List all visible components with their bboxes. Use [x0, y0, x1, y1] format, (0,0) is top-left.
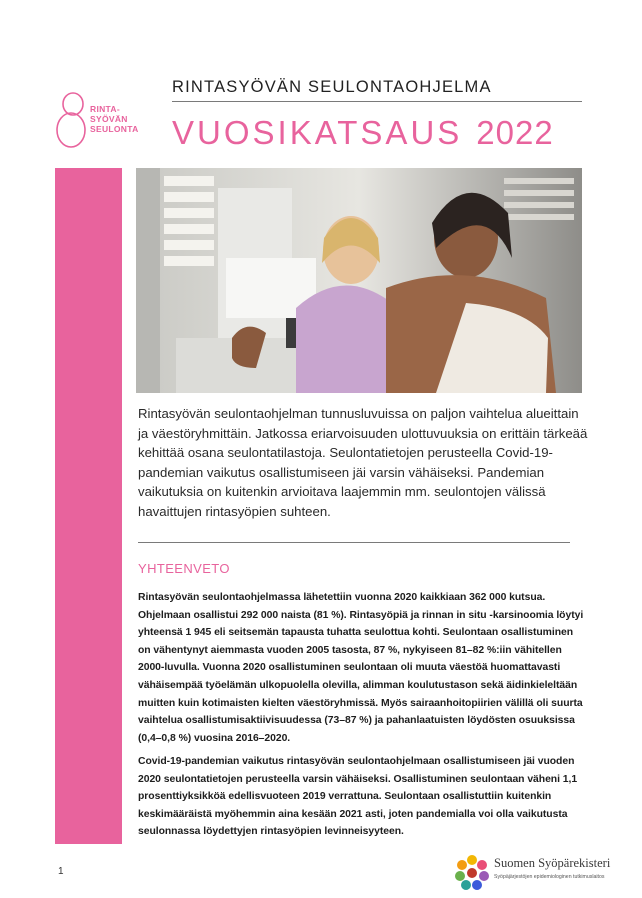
logo-line: SEULONTA: [90, 124, 139, 134]
summary-paragraph-1: Rintasyövän seulontaohjelmassa lähetettiin vuonna 2020 kaikkiaan 362 000 kutsua. Ohjelmaan osallistui 292 000 naista (81 %). Rintasyöpiä ja rinnan in situ -karsinoomia löytyi yhteensä 1 945 eli seitsemän tapausta tuhatta seulottua kohti. Seulontaan osallistuminen on vähentynyt aiemmasta vuoden 2005 tasosta, 87 %, nykyiseen 81–82 %:iin vähitellen 2000-luvulla. Vuonna 2020 osallistuminen seulontaan oli muuta väestöä huomattavasti vähäisempää työelämän ulkopuolella olevilla, alimman koulutustason sekä äidinkieleltään muitten kuin kotimaisten kielten väestöryhmissä. Myös sairaanhoitopiirien välillä oli suurta vaihtelua osallistumisaktiivisuudessa (73–87 %) ja pahanlaatuisten löydösten osuuksissa (0,4–0,8 %) vuosina 2016–2020.: [138, 592, 584, 744]
registry-subtitle: Syöpäjärjestöjen epidemiologinen tutkimuslaitos: [494, 874, 605, 880]
registry-logo-icon: [452, 852, 492, 892]
title-year: 2022: [476, 114, 554, 151]
page-number: 1: [58, 866, 64, 877]
header-divider: [172, 101, 582, 102]
decorative-pink-bar: [55, 168, 122, 844]
logo-text: [90, 104, 139, 134]
registry-name: Suomen Syöpärekisteri: [494, 856, 611, 870]
intro-paragraph: Rintasyövän seulontaohjelman tunnusluvuissa on paljon vaihtelua alueittain ja väestöryhmittäin. Jatkossa eriarvoisuuden ulottuvuuksia on erittäin tärkeää kehittää osana seulontatilastoja. Seulontatietojen perusteella Covid-19-pandemian vaikutus osallistumiseen jäi varsin vähäiseksi. Pandemian vaikutuksia on kuitenkin arvioitava laajemmin mm. seulontojen välissä havaittujen rintasyöpien suhteen.: [138, 406, 588, 519]
logo-line: RINTA-: [90, 104, 120, 114]
program-title: RINTASYÖVÄN SEULONTAOHJELMA: [172, 78, 492, 96]
mammography-photo: [136, 168, 582, 393]
page-title: [172, 114, 554, 152]
logo-line: SYÖVÄN: [90, 114, 128, 124]
title-text: VUOSIKATSAUS: [172, 114, 463, 151]
summary-heading: YHTEENVETO: [138, 561, 230, 576]
section-divider: [138, 542, 570, 543]
summary-paragraph-2: Covid-19-pandemian vaikutus rintasyövän seulontaohjelmaan osallistumiseen jäi vuoden 2020 seulontatietojen perusteella varsin vähäiseksi. Osallistuminen seulontaan väheni 1,1 prosenttiyksikköä edellisvuoteen 2019 verrattuna. Seulontaan osallistuttiin kuitenkin keskimääräistä myöhemmin aina kesään 2021 asti, joten pandemialla voi olla vaikutusta seulonnassa löydettyjen rintasyöpien levinneisyyteen.: [138, 756, 578, 838]
